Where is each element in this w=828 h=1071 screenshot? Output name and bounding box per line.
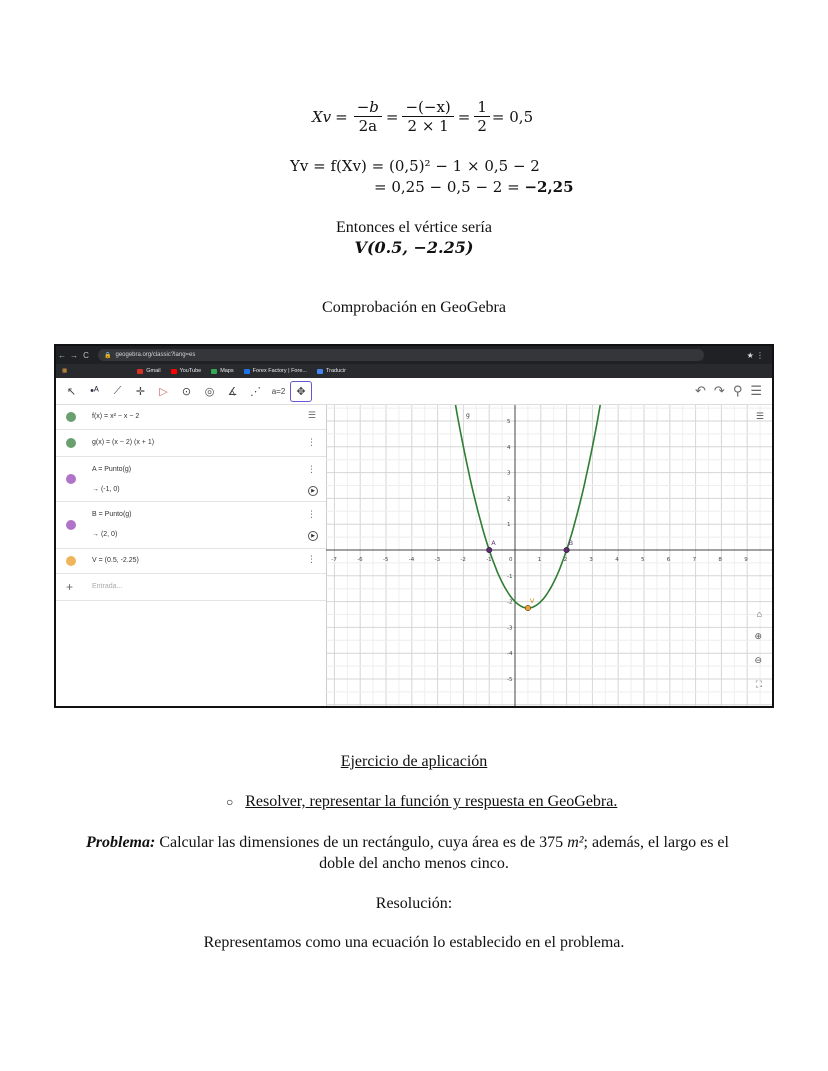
- bookmarks-bar: [56, 364, 772, 378]
- vertex-x-equation: Xv = $\frac{-b}{2a}$ = $\frac{-(-x)}{2 \times 1}$ = $\frac{1}{2}$ = 0,5: [312, 98, 534, 135]
- problem-label: Problema:: [86, 834, 156, 851]
- more-vert-icon[interactable]: ⋮: [307, 509, 316, 519]
- bullet-item: [226, 793, 617, 811]
- bookmark-youtube[interactable]: [171, 368, 202, 374]
- input-placeholder[interactable]: Entrada...: [92, 583, 123, 590]
- undo-icon[interactable]: ↶: [695, 383, 706, 398]
- fraction-1: [354, 98, 382, 135]
- bullet-icon: ○: [226, 795, 234, 809]
- algebra-row[interactable]: [56, 457, 326, 502]
- zoom-out-icon[interactable]: ⊖: [754, 655, 762, 665]
- graphics-view[interactable]: [326, 405, 772, 706]
- extensions-icon[interactable]: ★ ⋮: [746, 350, 764, 360]
- redo-icon[interactable]: ↷: [713, 383, 725, 398]
- y-tick-label: 1: [507, 522, 511, 529]
- algebra-row[interactable]: [56, 549, 326, 574]
- visibility-marker[interactable]: [66, 412, 76, 422]
- bookmark-gmail-label: Gmail: [146, 368, 161, 374]
- x-tick-label: -5: [383, 557, 389, 563]
- reload-icon[interactable]: C: [83, 350, 89, 360]
- search-icon[interactable]: ⚲: [732, 383, 743, 398]
- algebra-row[interactable]: [56, 502, 326, 549]
- bookmark-forex[interactable]: [244, 368, 307, 374]
- x-tick-label: -7: [331, 557, 337, 563]
- check-title: Comprobación en GeoGebra: [322, 299, 506, 316]
- row-label: A = Punto(g): [92, 466, 132, 473]
- x-tick-label: 1: [537, 557, 542, 563]
- row-label: g(x) = (x − 2) (x + 1): [92, 439, 155, 446]
- x-tick-label: 2: [563, 557, 568, 563]
- home-icon[interactable]: ⌂: [756, 609, 762, 619]
- visibility-marker[interactable]: [66, 556, 76, 566]
- visibility-marker[interactable]: [66, 474, 76, 484]
- add-icon[interactable]: +: [66, 580, 74, 594]
- algebra-settings-icon[interactable]: ☰: [307, 410, 316, 420]
- angle-tool-icon[interactable]: ∡: [227, 385, 238, 398]
- row-label: V = (0.5, -2.25): [92, 557, 139, 564]
- problem-unit: m²: [567, 834, 584, 851]
- row-label: f(x) = x² − x − 2: [92, 413, 140, 420]
- y-tick-label: 4: [507, 444, 511, 451]
- algebra-row[interactable]: [56, 405, 326, 430]
- x-tick-label: 3: [589, 557, 593, 563]
- frac1-den: 2a: [358, 117, 378, 135]
- point-A: [486, 547, 492, 553]
- address-bar[interactable]: [98, 349, 704, 361]
- lock-icon: 🔒: [104, 352, 112, 359]
- frac1-num: −b: [356, 98, 379, 116]
- algebra-row[interactable]: [56, 430, 326, 457]
- zoom-in-icon[interactable]: ⊕: [754, 631, 762, 641]
- y-tick-label: 3: [507, 470, 511, 477]
- back-icon[interactable]: ←: [58, 350, 66, 360]
- more-vert-icon[interactable]: ⋮: [307, 554, 316, 564]
- vertex-y-equation-line2: [374, 178, 574, 196]
- visibility-marker[interactable]: [66, 520, 76, 530]
- problem-line2: doble del ancho menos cinco.: [319, 855, 509, 872]
- graphics-settings-icon[interactable]: ☰: [755, 411, 764, 421]
- y-tick-label: 2: [507, 496, 511, 503]
- x-tick-label: -2: [460, 557, 466, 563]
- x-tick-label: -3: [434, 557, 441, 563]
- circle-tool-icon[interactable]: ⊙: [181, 385, 192, 398]
- fullscreen-icon[interactable]: ⛶: [755, 679, 762, 689]
- geogebra-screenshot: [54, 344, 774, 708]
- geogebra-toolbar: [56, 378, 772, 405]
- point-label-B: B: [568, 539, 574, 547]
- bookmark-maps-label: Maps: [220, 368, 234, 374]
- point-label-V: V: [529, 597, 535, 606]
- perpendicular-tool-icon[interactable]: ✛: [135, 385, 146, 398]
- bookmark-maps[interactable]: [211, 368, 233, 374]
- curve-label: g: [465, 412, 470, 419]
- problem-text2: ; además, el largo es el: [583, 834, 729, 851]
- bookmark-traducir-label: Traducir: [325, 368, 346, 374]
- x-tick-label: 0: [509, 557, 513, 563]
- x-tick-label: 5: [641, 557, 645, 563]
- point-tool-icon[interactable]: •ᴬ: [90, 385, 99, 397]
- menu-icon[interactable]: ☰: [750, 383, 762, 398]
- more-vert-icon[interactable]: ⋮: [307, 437, 316, 447]
- point-B: [564, 547, 570, 553]
- represent-text: Representamos como una ecuación lo establecido en el problema.: [203, 934, 625, 951]
- row-value: → (2, 0): [92, 531, 118, 538]
- bullet-text: Resolver, representar la función y respuesta en GeoGebra.: [245, 793, 618, 810]
- resolution-heading: Resolución:: [375, 895, 453, 912]
- frac2-num: −(−x): [405, 98, 451, 116]
- problem-text1: Calcular las dimensiones de un rectángulo, cuya área es de 375: [155, 834, 568, 851]
- x-tick-label: -1: [486, 557, 492, 563]
- visibility-marker[interactable]: [66, 438, 76, 448]
- browser-toolbar: [56, 346, 772, 364]
- eq1-result: = 0,5: [491, 107, 534, 126]
- y-tick-label: -1: [507, 573, 513, 580]
- vertex-result: V(0.5, −2.25): [354, 238, 474, 257]
- graph-canvas[interactable]: [326, 405, 772, 706]
- move-tool-icon[interactable]: ↖: [66, 385, 77, 398]
- x-tick-label: -6: [357, 557, 363, 563]
- row-label: B = Punto(g): [92, 511, 132, 518]
- eq2-line2-pre: = 0,25 − 0,5 − 2 =: [374, 178, 525, 196]
- bookmark-gmail[interactable]: [137, 368, 160, 374]
- frac2-den: 2 × 1: [407, 117, 449, 135]
- y-tick-label: 5: [507, 419, 511, 425]
- more-vert-icon[interactable]: ⋮: [307, 464, 316, 474]
- frac3-num: 1: [477, 98, 487, 116]
- y-tick-label: -5: [507, 677, 513, 683]
- y-tick-label: -3: [507, 625, 513, 632]
- reflect-tool-icon[interactable]: ⋰: [250, 385, 261, 398]
- algebra-view: [56, 405, 327, 706]
- polygon-tool-icon[interactable]: ▷: [159, 385, 168, 398]
- forward-icon[interactable]: →: [70, 350, 78, 360]
- problem-line1: [86, 834, 729, 852]
- play-icon[interactable]: ▶: [308, 531, 318, 541]
- apps-icon[interactable]: ▦: [62, 368, 68, 374]
- bookmark-traducir[interactable]: [317, 368, 346, 374]
- fraction-2: [402, 98, 453, 135]
- slider-tool-icon[interactable]: a=2: [271, 386, 286, 396]
- xv-symbol: Xv: [312, 107, 332, 126]
- play-icon[interactable]: ▶: [308, 486, 318, 496]
- bookmark-forex-label: Forex Factory | Fore...: [252, 368, 307, 374]
- x-tick-label: 4: [615, 557, 619, 563]
- vertex-intro: Entonces el vértice sería: [336, 219, 492, 236]
- url-text: geogebra.org/classic?lang=es: [115, 352, 196, 358]
- row-value: → (-1, 0): [92, 486, 120, 493]
- x-tick-label: 6: [666, 557, 671, 563]
- conic-tool-icon[interactable]: ◎: [204, 385, 215, 398]
- algebra-input[interactable]: [56, 574, 326, 601]
- frac3-den: 2: [477, 117, 487, 135]
- move-view-tool-icon[interactable]: ✥: [290, 381, 312, 402]
- x-tick-label: 7: [692, 557, 697, 563]
- exercise-title: Ejercicio de aplicación: [340, 753, 488, 770]
- vertex-y-equation-line1: Yv = f(Xv) = (0,5)² − 1 × 0,5 − 2: [290, 157, 540, 175]
- point-V: [525, 605, 531, 611]
- x-tick-label: 8: [718, 557, 722, 563]
- line-tool-icon[interactable]: ⟋: [113, 384, 122, 397]
- y-tick-label: -2: [507, 599, 513, 606]
- fraction-3: [474, 98, 490, 135]
- y-tick-label: -4: [507, 651, 513, 658]
- x-tick-label: 9: [744, 557, 748, 563]
- point-label-A: A: [491, 539, 496, 547]
- eq2-result: −2,25: [524, 178, 574, 196]
- bookmark-youtube-label: YouTube: [179, 368, 202, 374]
- x-tick-label: -4: [408, 557, 415, 563]
